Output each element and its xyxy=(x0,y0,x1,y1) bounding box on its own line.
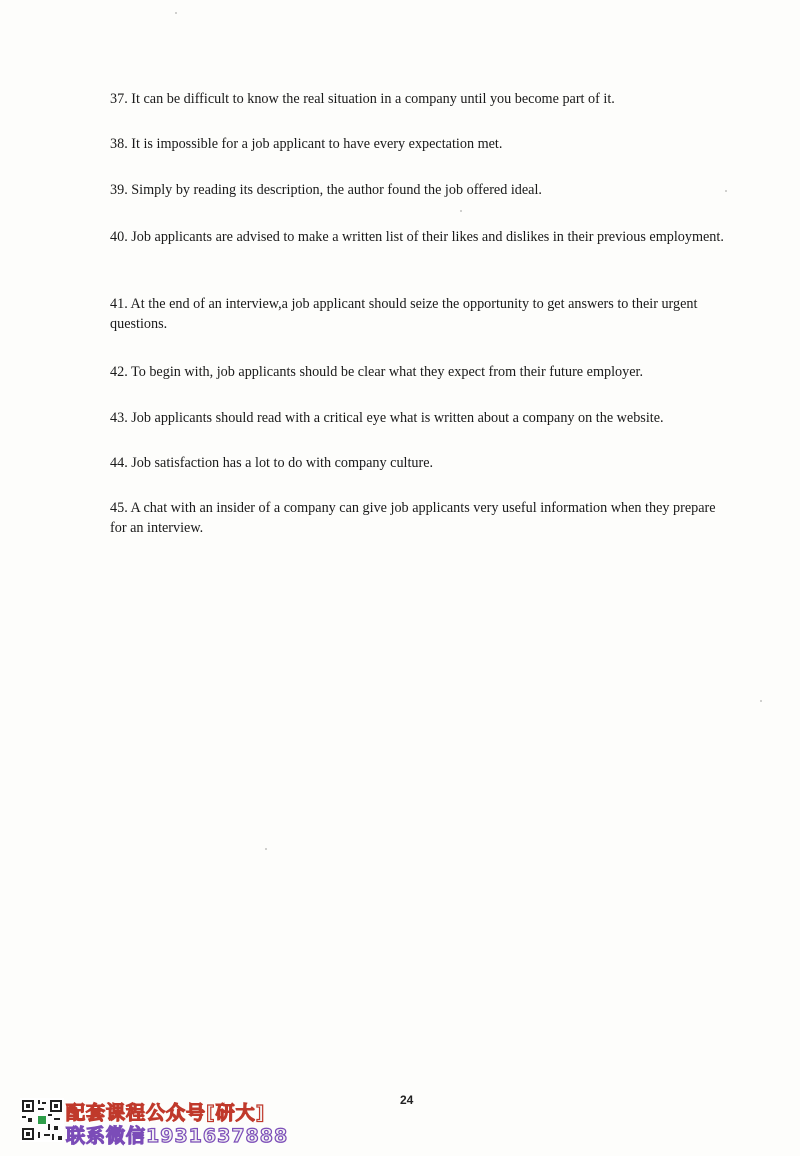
scan-speck xyxy=(460,210,462,212)
question-39: 39. Simply by reading its description, the author found the job offered ideal. xyxy=(110,182,542,198)
scan-speck xyxy=(265,848,267,850)
page-number: 24 xyxy=(400,1093,414,1107)
question-37: 37. It can be difficult to know the real situation in a company until you become part of it. xyxy=(110,91,615,107)
question-38: 38. It is impossible for a job applicant to have every expectation met. xyxy=(110,136,503,152)
question-42: 42. To begin with, job applicants should be clear what they expect from their future employer. xyxy=(110,364,643,380)
watermark-line-1: 配套课程公众号[研大] xyxy=(66,1102,266,1124)
question-45: 45. A chat with an insider of a company can give job applicants very useful information when they prepare for an interview. xyxy=(110,500,716,536)
question-43: 43. Job applicants should read with a critical eye what is written about a company on the website. xyxy=(110,410,664,426)
question-44: 44. Job satisfaction has a lot to do with company culture. xyxy=(110,455,434,471)
question-40: 40. Job applicants are advised to make a written list of their likes and dislikes in their previous employment. xyxy=(110,229,724,245)
question-41: 41. At the end of an interview,a job applicant should seize the opportunity to get answers to their urgent questions. xyxy=(110,296,698,332)
scan-speck xyxy=(175,12,177,14)
qr-code-icon xyxy=(20,1098,64,1142)
watermark-line-2: 联系微信1931637888 xyxy=(66,1125,289,1147)
scan-speck xyxy=(760,700,762,702)
